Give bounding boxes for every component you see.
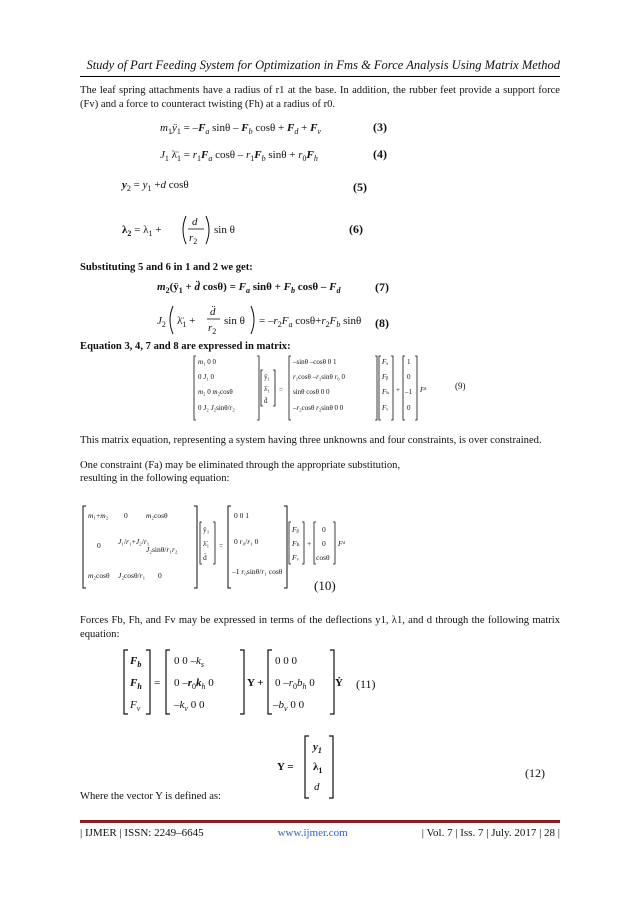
svg-text:ÿ₁: ÿ₁ xyxy=(264,373,270,381)
svg-text:J₂cosθ/r₁: J₂cosθ/r₁ xyxy=(118,571,146,580)
svg-text:m₁ 0 0: m₁ 0 0 xyxy=(198,358,217,366)
svg-text:0 0 –ks: 0 0 $-k_s$ xyxy=(174,655,205,669)
svg-text:r2: $r_2$ xyxy=(208,322,217,336)
footer xyxy=(80,827,560,839)
equation-6-number: (6) xyxy=(349,222,363,236)
svg-text:0 0 1: 0 0 1 xyxy=(234,511,249,520)
svg-text:0: 0 xyxy=(124,511,128,520)
svg-text:sinθ cosθ 0 0: sinθ cosθ 0 0 xyxy=(293,388,330,396)
footer-journal: | IJMER | ISSN: 2249–6645 xyxy=(80,827,204,839)
svg-text:d̈: d̈ xyxy=(210,306,216,318)
svg-text:sin θ: sin θ xyxy=(224,315,245,327)
svg-text:=: = xyxy=(219,541,224,550)
svg-text:d: d xyxy=(192,216,198,228)
matrix-label: Equation 3, 4, 7 and 8 are expressed in matrix: xyxy=(80,341,291,352)
equation-5 xyxy=(122,175,282,195)
svg-text:Fₕ: Fₕ xyxy=(382,388,390,396)
substituting-label: Substituting 5 and 6 in 1 and 2 we get: xyxy=(80,262,253,273)
equation-5-number: (5) xyxy=(353,180,367,194)
equation-9-matrix xyxy=(193,354,453,424)
svg-text:λ̈1 +: $\lambdä_1$ + xyxy=(177,315,196,329)
svg-text:0: 0 xyxy=(407,373,411,381)
svg-text:ÿ₁: ÿ₁ xyxy=(203,525,210,534)
equation-11-matrix xyxy=(122,648,342,716)
svg-text:Fᵥ: Fᵥ xyxy=(382,404,389,412)
footer-volume: | Vol. 7 | Iss. 7 | July. 2017 | 28 | xyxy=(421,827,560,839)
svg-text:y1: $y_1$ xyxy=(313,741,322,755)
equation-7-number: (7) xyxy=(375,280,389,294)
svg-text:Fv: $F_v$ xyxy=(130,699,141,713)
header-rule xyxy=(80,76,560,77)
equation-8 xyxy=(157,303,367,337)
svg-text:y2 = y1 +d cosθ: $y_2 = y_1 +d$ cosθ xyxy=(122,179,189,193)
svg-text:r₁cosθ –r₁sinθ r₀ 0: r₁cosθ –r₁sinθ r₀ 0 xyxy=(293,373,345,381)
svg-text:0 0 0: 0 0 0 xyxy=(275,655,297,667)
svg-text:0: 0 xyxy=(97,541,101,550)
svg-text:J₂sinθ/r₁r₂: J₂sinθ/r₁r₂ xyxy=(146,545,178,554)
footer-website-link[interactable]: www.ijmer.com xyxy=(277,827,348,839)
running-header: Study of Part Feeding System for Optimization in Fms & Force Analysis Using Matrix Method xyxy=(86,58,560,72)
intro-paragraph: The leaf spring attachments have a radius of r1 at the base. In addition, the rubber feet provide a support force (Fv) and a force to counteract twisting (Fh) at a radius of r0. xyxy=(80,85,560,110)
svg-text:λ̈₁: λ̈₁ xyxy=(264,385,270,393)
svg-text:m1ÿ1 = –Fa sinθ – Fb cosθ + Fd: $m_1ÿ_1 = -F_a$ sinθ – $F_b$ $\cos\theta + F_d + F_v$ xyxy=(160,122,321,136)
equation-4-number: (4) xyxy=(373,147,387,161)
svg-text:0: 0 xyxy=(407,404,411,412)
svg-text:λ2 = λ1 +: $\lambda_2 = \lambda_1$ + xyxy=(122,224,162,238)
svg-text:=: = xyxy=(154,677,161,689)
svg-text:–bv 0 0: $-b_v$ 0 0 xyxy=(273,699,305,713)
equation-12-number: (12) xyxy=(525,766,545,780)
svg-text:+: + xyxy=(396,386,400,394)
svg-text:m₂cosθ: m₂cosθ xyxy=(146,511,168,520)
svg-text:r2: $r_2$ xyxy=(189,232,198,246)
svg-text:d: d xyxy=(314,781,320,793)
svg-text:sin θ: sin θ xyxy=(214,224,235,236)
svg-text:Fᵦ: Fᵦ xyxy=(382,373,389,381)
paragraph-eliminate-a: One constraint (Fa) may be eliminated through the appropriate substitution, xyxy=(80,460,401,471)
equation-9-number: (9) xyxy=(455,381,466,391)
svg-text:J1 λ̈1 = r1Fa cosθ – r1Fb sinθ: $J_1$ $\lambdä_1 = r_1F_a$ cosθ – $r_1F_b$ $\sin\theta + r_0F_h$ xyxy=(160,149,318,163)
svg-text:–r₂cosθ r₂sinθ 0 0: –r₂cosθ r₂sinθ 0 0 xyxy=(293,404,344,412)
svg-text:Fᵈ: Fᵈ xyxy=(338,539,345,548)
svg-text:+: + xyxy=(307,539,312,548)
footer-rule xyxy=(80,820,560,823)
paragraph-eliminate-b: resulting in the following equation: xyxy=(80,473,230,484)
svg-text:=: = xyxy=(279,386,283,394)
equation-10-number: (10) xyxy=(314,578,336,593)
svg-text:λ1: $\lambda_1$ xyxy=(313,761,323,775)
equation-11-number: (11) xyxy=(356,677,376,691)
svg-text:0 –r0kh 0: 0 $-r_0k_h$ 0 xyxy=(174,677,214,691)
svg-text:–1 r₀sinθ/r₁ cosθ: –1 r₀sinθ/r₁ cosθ xyxy=(232,567,283,576)
svg-text:Fₕ: Fₕ xyxy=(292,539,300,548)
svg-text:0: 0 xyxy=(158,571,162,580)
svg-text:m₂cosθ: m₂cosθ xyxy=(88,571,110,580)
equation-3-number: (3) xyxy=(373,120,387,134)
paragraph-forces: Forces Fb, Fh, and Fv may be expressed in terms of the deflections y1, λ1, and d through the following matrix equation: xyxy=(80,615,560,640)
svg-text:J2: $J_2$ xyxy=(157,315,166,329)
svg-text:1: 1 xyxy=(407,358,411,366)
svg-text:Fᵥ: Fᵥ xyxy=(292,553,299,562)
svg-text:d̈: d̈ xyxy=(203,553,207,562)
svg-text:0: 0 xyxy=(322,539,326,548)
svg-text:Ẏ: Ẏ xyxy=(335,677,343,689)
svg-text:Fₐ: Fₐ xyxy=(382,358,389,366)
svg-text:Fᵦ: Fᵦ xyxy=(292,525,299,534)
equation-8-number: (8) xyxy=(375,316,389,330)
equation-6 xyxy=(122,212,282,248)
paragraph-overconstrained: This matrix equation, representing a system having three unknowns and four constraints, is over constrained. xyxy=(80,435,542,446)
svg-text:0 –r0bh 0: 0 $-r_0b_h$ 0 xyxy=(275,677,315,691)
svg-text:cosθ: cosθ xyxy=(316,553,330,562)
svg-text:Fᵈ: Fᵈ xyxy=(420,386,427,394)
svg-text:λ̈₁: λ̈₁ xyxy=(203,539,210,548)
paragraph-vector-y: Where the vector Y is defined as: xyxy=(80,791,221,802)
svg-text:Fh: $F_h$ xyxy=(130,677,142,691)
svg-text:= –r2Fa cosθ+r2Fb sinθ: = $-r_2F_a$ $\cos\theta+r_2F_b$ sinθ xyxy=(259,315,362,329)
equation-7 xyxy=(157,277,397,297)
equation-10-matrix xyxy=(82,502,402,592)
svg-text:–sinθ –cosθ 0 1: –sinθ –cosθ 0 1 xyxy=(293,358,337,366)
svg-text:J₁/r₁+J₂/r₁: J₁/r₁+J₂/r₁ xyxy=(118,537,150,546)
svg-text:0 r₀/r₁ 0: 0 r₀/r₁ 0 xyxy=(234,537,259,546)
svg-text:m₂ 0 m₂cosθ: m₂ 0 m₂cosθ xyxy=(198,388,233,396)
svg-text:m₁+m₂: m₁+m₂ xyxy=(88,511,109,520)
svg-text:Y +: Y + xyxy=(247,677,264,689)
svg-text:–1: –1 xyxy=(405,388,412,396)
svg-text:0 J₂ J₂sinθ/r₂: 0 J₂ J₂sinθ/r₂ xyxy=(198,404,235,412)
svg-text:m2(ÿ1 + d̈ cosθ) = Fa sinθ + F: $m_2(ÿ_1$ + d̈ $\cos\theta) = F_a$ $\sin\theta + F_b$ cosθ – $F_d$ xyxy=(157,281,341,295)
svg-text:Fb: $F_b$ xyxy=(130,655,142,669)
svg-text:–kv 0 0: $-k_v$ 0 0 xyxy=(174,699,205,713)
svg-text:Y =: Y = xyxy=(277,761,294,773)
svg-text:d̈: d̈ xyxy=(264,397,268,405)
svg-text:0 J₁ 0: 0 J₁ 0 xyxy=(198,373,215,381)
svg-text:0: 0 xyxy=(322,525,326,534)
